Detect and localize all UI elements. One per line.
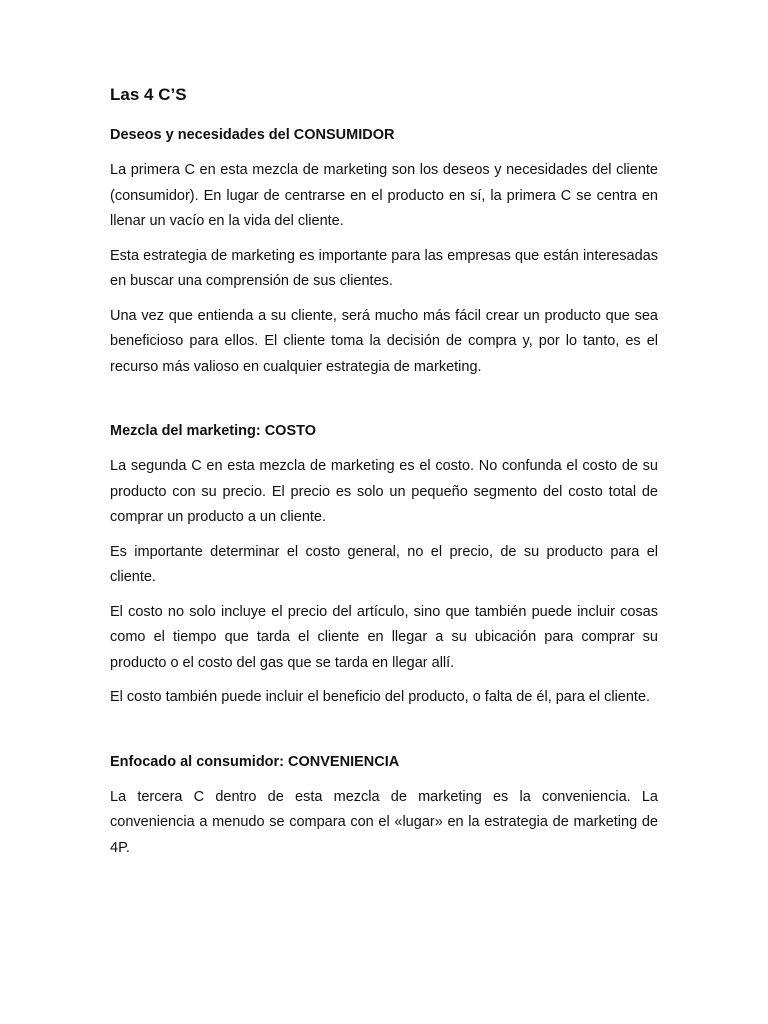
document-page <box>110 84 658 870</box>
section-costo <box>110 422 658 711</box>
section-conveniencia <box>110 753 658 862</box>
paragraph: La tercera C dentro de esta mezcla de marketing es la conveniencia. La conveniencia a menudo se compara con el «lugar» en la estrategia de marketing de 4P. <box>110 788 658 856</box>
paragraph: La primera C en esta mezcla de marketing son los deseos y necesidades del cliente (consumidor). En lugar de centrarse en el producto en sí, la primera C se centra en llenar un vacío en la vida del cliente. <box>110 162 658 229</box>
paragraph: Esta estrategia de marketing es importante para las empresas que están interesadas en buscar una comprensión de sus clientes. <box>110 247 658 289</box>
paragraph: Es importante determinar el costo general, no el precio, de su producto para el cliente. <box>110 543 658 585</box>
paragraph: Una vez que entienda a su cliente, será mucho más fácil crear un producto que sea beneficioso para ellos. El cliente toma la decisión de compra y, por lo tanto, es el recurso más valioso en cualquier estrategia de marketing. <box>110 307 658 375</box>
section-consumidor <box>110 126 658 380</box>
paragraph: El costo no solo incluye el precio del artículo, sino que también puede incluir cosas como el tiempo que tarda el cliente en llegar a su ubicación para comprar su producto o el costo del gas que se tarda en llegar allí. <box>110 603 658 671</box>
paragraph: La segunda C en esta mezcla de marketing es el costo. No confunda el costo de su producto con su precio. El precio es solo un pequeño segmento del costo total de comprar un producto a un cliente. <box>110 458 658 525</box>
document-title: Las 4 C’S <box>110 85 187 104</box>
section-heading: Enfocado al consumidor: CONVENIENCIA <box>110 753 400 770</box>
section-heading: Deseos y necesidades del CONSUMIDOR <box>110 127 395 143</box>
section-heading: Mezcla del marketing: COSTO <box>110 423 317 439</box>
paragraph: El costo también puede incluir el beneficio del producto, o falta de él, para el cliente. <box>110 689 651 705</box>
